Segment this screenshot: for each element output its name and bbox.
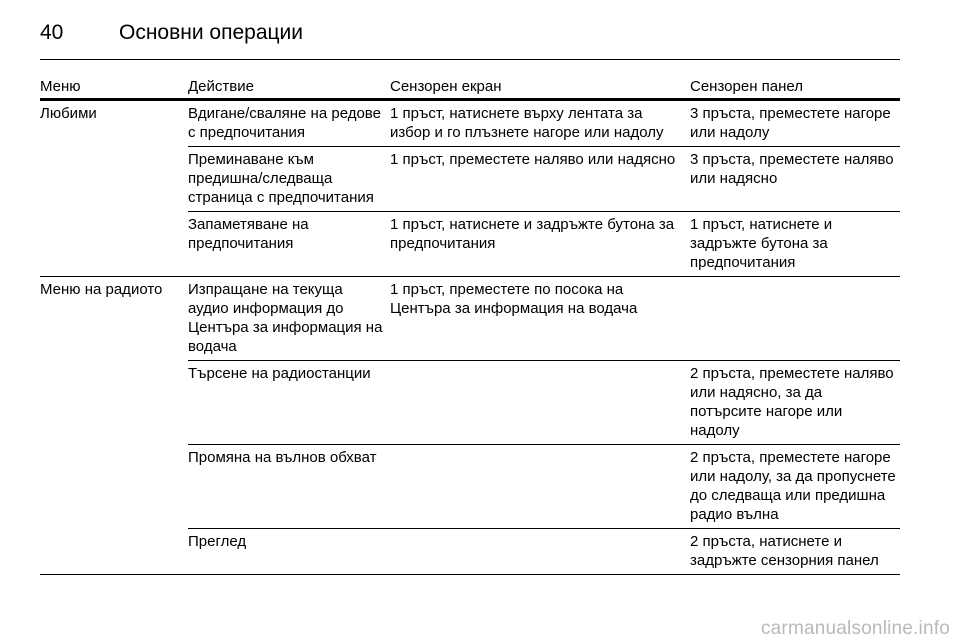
- table-row: [40, 361, 900, 445]
- touchscreen-cell: [390, 361, 690, 445]
- column-header-touchscreen: Сензорен екран: [390, 77, 690, 100]
- action-cell: Изпращане на текуща аудио информация до Центъра за информация на водача: [188, 277, 390, 361]
- menu-cell-empty: [40, 445, 188, 529]
- menu-cell-empty: [40, 212, 188, 277]
- menu-cell-empty: [40, 147, 188, 212]
- touchpad-cell: [690, 277, 900, 361]
- menu-cell: Меню на радиото: [40, 281, 163, 298]
- column-header-menu: Меню: [40, 77, 188, 100]
- table-header-row: [40, 77, 900, 100]
- table-row: [40, 100, 900, 147]
- touchscreen-cell: 1 пръст, натиснете върху лентата за избор и го плъзнете нагоре или надолу: [390, 100, 690, 147]
- table-row: [40, 277, 900, 361]
- action-cell: Преминаване към предишна/следваща страница с предпочитания: [188, 147, 390, 212]
- touchscreen-cell: [390, 445, 690, 529]
- column-header-touchpad: Сензорен панел: [690, 77, 900, 100]
- menu-cell-empty: [40, 361, 188, 445]
- table-row: [40, 212, 900, 277]
- menu-cell-empty: [40, 529, 188, 575]
- watermark: carmanualsonline.info: [760, 618, 950, 639]
- menu-cell: Любими: [40, 105, 97, 122]
- action-cell: Промяна на вълнов обхват: [188, 445, 390, 529]
- touchpad-cell: 2 пръста, преместете нагоре или надолу, за да пропуснете до следваща или предишна радио вълна: [690, 445, 900, 529]
- header-rule: [40, 59, 900, 60]
- touchpad-cell: 2 пръста, преместете наляво или надясно, за да потърсите нагоре или надолу: [690, 361, 900, 445]
- action-cell: Преглед: [188, 529, 390, 575]
- operations-table: [40, 77, 900, 575]
- page-header: [40, 13, 900, 53]
- page-title: Основни операции: [119, 21, 304, 44]
- column-header-action: Действие: [188, 77, 390, 100]
- action-cell: Търсене на радиостанции: [188, 361, 390, 445]
- touchpad-cell: 1 пръст, натиснете и задръжте бутона за предпочитания: [690, 212, 900, 277]
- touchscreen-cell: 1 пръст, преместете наляво или надясно: [390, 147, 690, 212]
- table-row: [40, 529, 900, 575]
- page-number: 40: [40, 21, 64, 44]
- table-row: [40, 445, 900, 529]
- touchscreen-cell: 1 пръст, натиснете и задръжте бутона за предпочитания: [390, 212, 690, 277]
- touchpad-cell: 2 пръста, натиснете и задръжте сензорния панел: [690, 529, 900, 575]
- action-cell: Вдигане/сваляне на редове с предпочитания: [188, 100, 390, 147]
- touchscreen-cell: 1 пръст, преместете по посока на Центъра за информация на водача: [390, 277, 690, 361]
- action-cell: Запаметяване на предпочитания: [188, 212, 390, 277]
- touchscreen-cell: [390, 529, 690, 575]
- table-row: [40, 147, 900, 212]
- touchpad-cell: 3 пръста, преместете нагоре или надолу: [690, 100, 900, 147]
- touchpad-cell: 3 пръста, преместете наляво или надясно: [690, 147, 900, 212]
